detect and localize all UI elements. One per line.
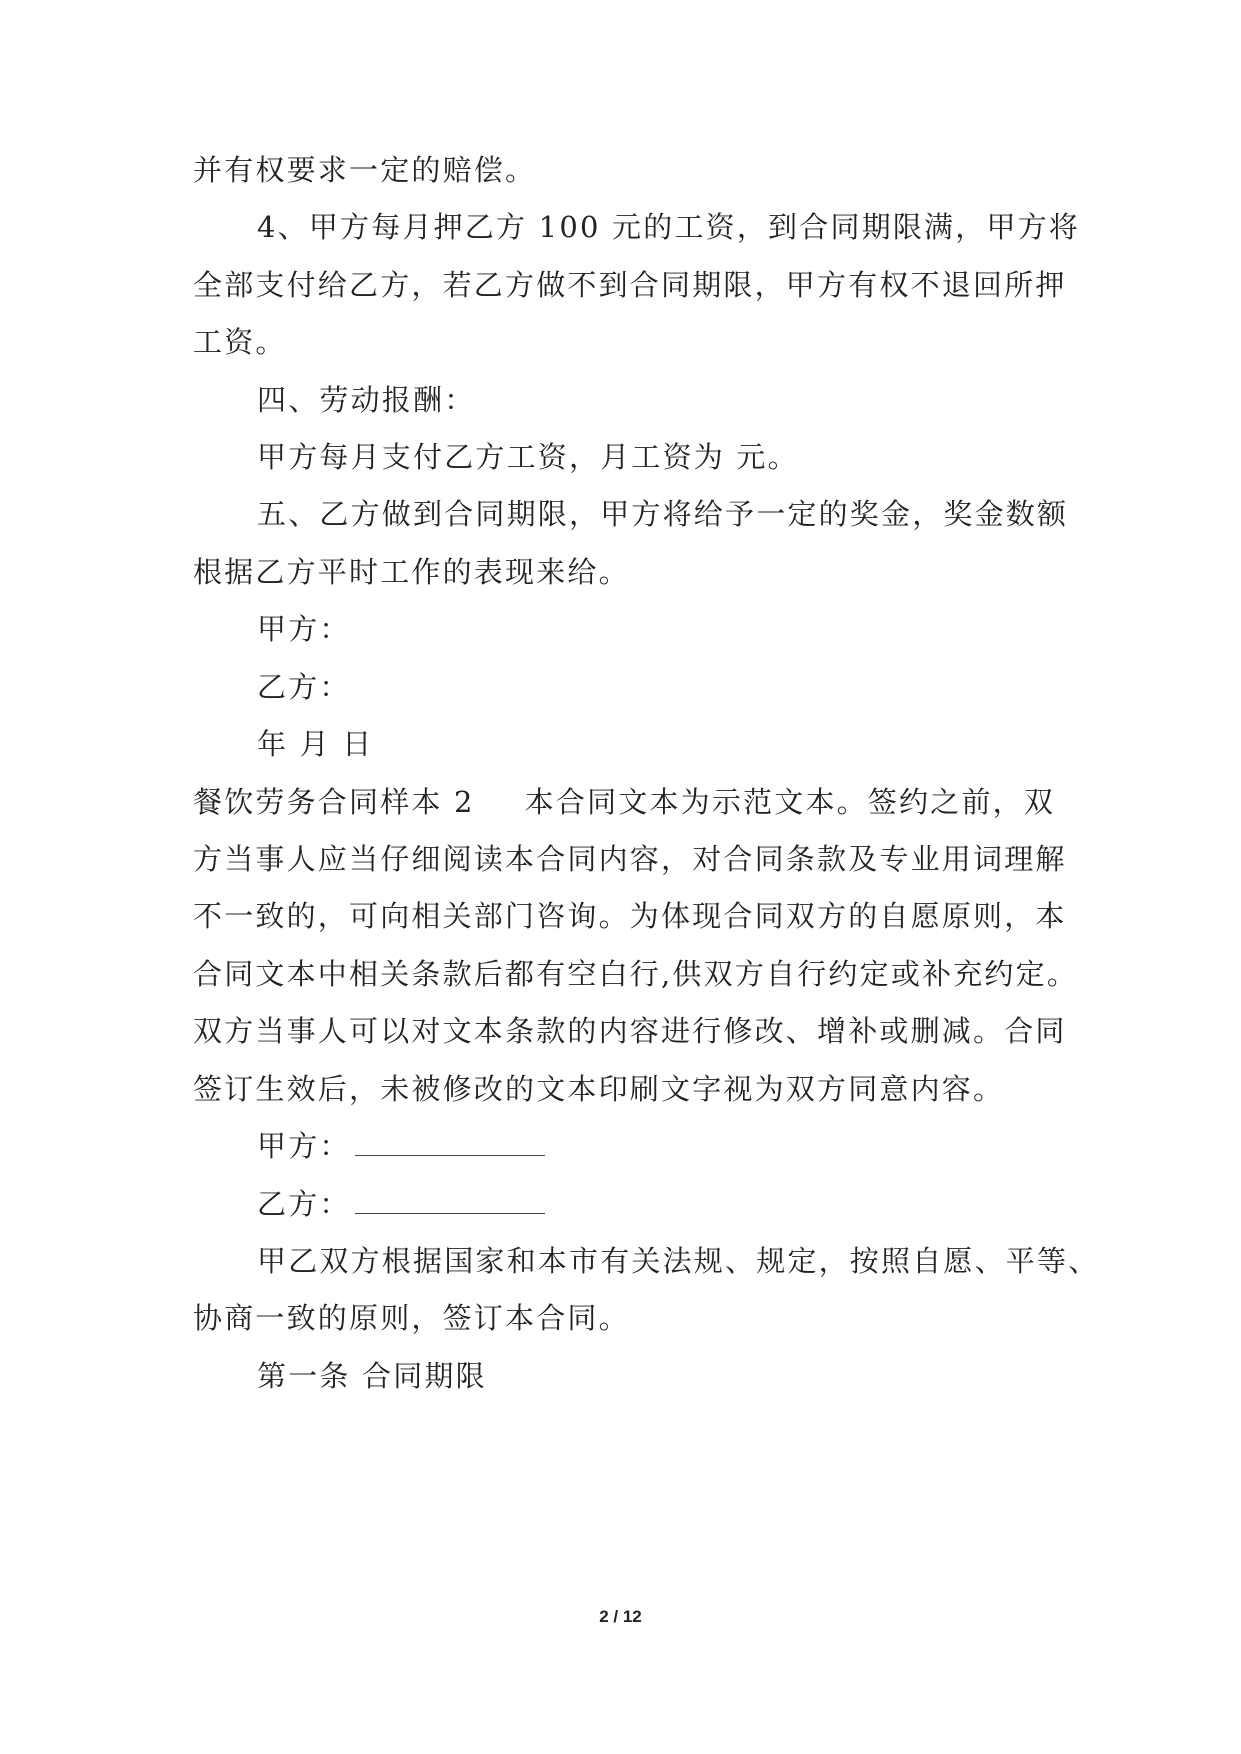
party-a-blank	[355, 1133, 545, 1156]
section-heading: 四、劳动报酬：	[257, 383, 476, 417]
paragraph-line: 全部支付给乙方，若乙方做不到合同期限，甲方有权不退回所押	[193, 268, 1067, 302]
paragraph-line: 协商一致的原则，签订本合同。	[193, 1301, 630, 1335]
page-number: 2 / 12	[599, 1607, 642, 1626]
party-b-blank	[355, 1191, 545, 1214]
paragraph-line: 并有权要求一定的赔偿。	[193, 153, 537, 187]
party-b-label: 乙方：	[257, 670, 351, 704]
paragraph-line: 4、甲方每月押乙方 100 元的工资，到合同期限满，甲方将	[257, 210, 1081, 244]
paragraph-line: 不一致的，可向相关部门咨询。为体现合同双方的自愿原则，本	[193, 899, 1067, 933]
paragraph-line: 甲乙双方根据国家和本市有关法规、规定，按照自愿、平等、	[257, 1244, 1100, 1278]
party-a-label: 甲方：	[257, 1129, 351, 1163]
paragraph-line: 五、乙方做到合同期限，甲方将给予一定的奖金，奖金数额	[257, 497, 1069, 531]
paragraph-text: 本合同文本为示范文本。签约之前，双	[524, 785, 1056, 819]
article-heading: 第一条 合同期限	[257, 1359, 487, 1393]
paragraph-line: 合同文本中相关条款后都有空白行,供双方自行约定或补充约定。	[193, 957, 1079, 991]
paragraph-line: 工资。	[193, 325, 287, 359]
sample-title: 餐饮劳务合同样本 2	[193, 785, 475, 819]
party-b-signature-line	[257, 1184, 545, 1224]
paragraph-line: 根据乙方平时工作的表现来给。	[193, 555, 630, 589]
paragraph-line: 方当事人应当仔细阅读本合同内容，对合同条款及专业用词理解	[193, 842, 1067, 876]
party-a-label: 甲方：	[257, 612, 351, 646]
party-a-signature-line	[257, 1126, 545, 1166]
party-b-label: 乙方：	[257, 1187, 351, 1221]
paragraph-line: 双方当事人可以对文本条款的内容进行修改、增补或删减。合同	[193, 1014, 1067, 1048]
date-line: 年 月 日	[257, 727, 374, 761]
sample-title-line	[193, 782, 1055, 822]
paragraph-line: 甲方每月支付乙方工资，月工资为 元。	[257, 440, 799, 474]
paragraph-line: 签订生效后，未被修改的文本印刷文字视为双方同意内容。	[193, 1072, 1005, 1106]
